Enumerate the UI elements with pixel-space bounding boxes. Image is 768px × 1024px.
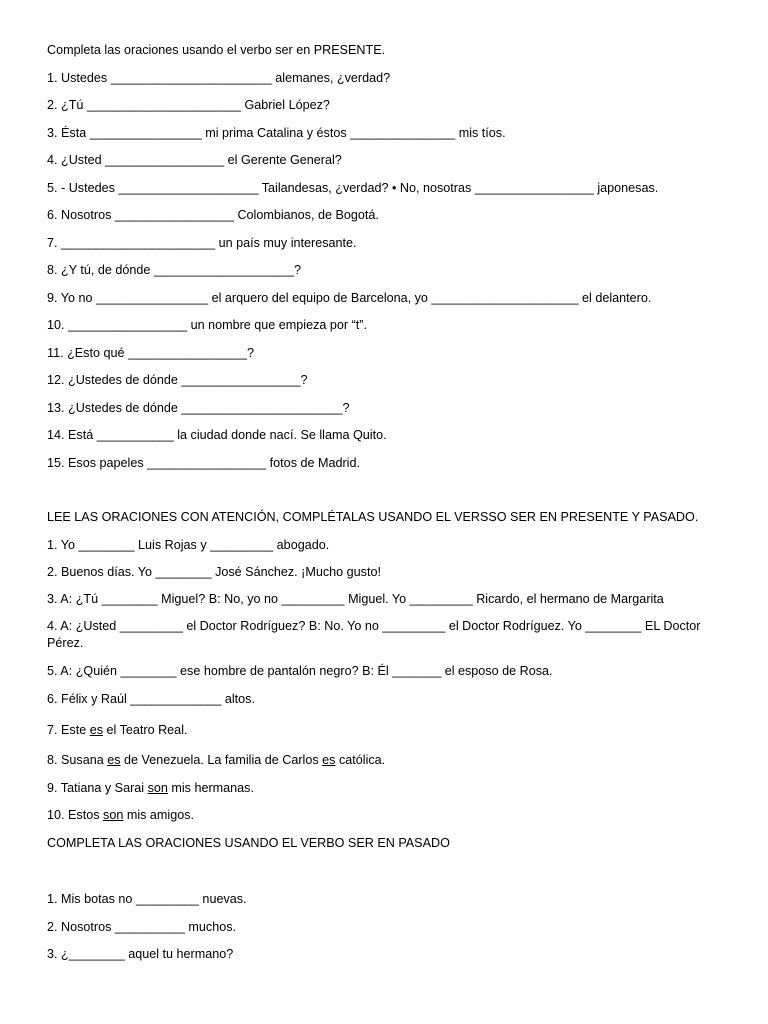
exercise-item: 11. ¿Esto qué _________________? (47, 346, 255, 360)
item-text: mis hermanas. (167, 781, 254, 795)
exercise-item: 5. A: ¿Quién ________ ese hombre de pantalón negro? B: Él _______ el esposo de Rosa. (47, 664, 553, 678)
exercise-item: 4. ¿Usted _________________ el Gerente General? (47, 153, 342, 167)
item-text: de Venezuela. La familia de Carlos (120, 753, 323, 767)
exercise-item: 6. Félix y Raúl _____________ altos. (47, 692, 255, 706)
exercise-item (47, 722, 717, 739)
exercise-item: 3. ¿________ aquel tu hermano? (47, 947, 234, 961)
section3-heading: COMPLETA LAS ORACIONES USANDO EL VERBO SER EN PASADO (47, 836, 450, 850)
exercise-item (47, 807, 717, 824)
underlined-verb: son (103, 808, 124, 822)
item-text: 7. Este (47, 723, 90, 737)
exercise-item: 1. Yo ________ Luis Rojas y _________ abogado. (47, 538, 330, 552)
exercise-item: 7. ______________________ un país muy interesante. (47, 236, 357, 250)
exercise-item: 2. Buenos días. Yo ________ José Sánchez. ¡Mucho gusto! (47, 565, 381, 579)
exercise-item: 10. _________________ un nombre que empieza por “t”. (47, 318, 367, 332)
item-text: mis amigos. (123, 808, 195, 822)
exercise-item: 15. Esos papeles _________________ fotos de Madrid. (47, 456, 360, 470)
underlined-verb: son (147, 781, 168, 795)
exercise-item: 1. Mis botas no _________ nuevas. (47, 892, 247, 906)
exercise-item: 9. Yo no ________________ el arquero del equipo de Barcelona, yo _____________________ el delantero. (47, 291, 652, 305)
exercise-item: 4. A: ¿Usted _________ el Doctor Rodríguez? B: No. Yo no _________ el Doctor Rodríguez. Yo ________ EL Doctor Pérez. (47, 619, 704, 650)
section2-heading: LEE LAS ORACIONES CON ATENCIÓN, COMPLÉTALAS USANDO EL VERSSO SER EN PRESENTE Y PASADO. (47, 510, 699, 524)
section1-heading: Completa las oraciones usando el verbo ser en PRESENTE. (47, 43, 386, 57)
exercise-item: 14. Está ___________ la ciudad donde nací. Se llama Quito. (47, 428, 387, 442)
exercise-item: 13. ¿Ustedes de dónde _______________________? (47, 401, 350, 415)
underlined-verb: es (322, 753, 336, 767)
exercise-item (47, 752, 717, 769)
exercise-item: 2. Nosotros __________ muchos. (47, 920, 237, 934)
item-text: 8. Susana (47, 753, 108, 767)
item-text: católica. (335, 753, 386, 767)
exercise-item: 3. A: ¿Tú ________ Miguel? B: No, yo no _________ Miguel. Yo _________ Ricardo, el hermano de Margarita (47, 592, 664, 606)
underlined-verb: es (89, 723, 104, 737)
exercise-item (47, 780, 717, 797)
exercise-item: 3. Ésta ________________ mi prima Catalina y éstos _______________ mis tíos. (47, 126, 506, 140)
exercise-item: 2. ¿Tú ______________________ Gabriel López? (47, 98, 330, 112)
item-text: 10. Estos (47, 808, 104, 822)
underlined-verb: es (107, 753, 121, 767)
item-text: 9. Tatiana y Sarai (47, 781, 148, 795)
exercise-item: 12. ¿Ustedes de dónde _________________? (47, 373, 308, 387)
exercise-item: 5. - Ustedes ____________________ Tailandesas, ¿verdad? • No, nosotras _________________ japonesas. (47, 181, 659, 195)
item-text: el Teatro Real. (103, 723, 188, 737)
exercise-item: 8. ¿Y tú, de dónde ____________________? (47, 263, 301, 277)
exercise-item: 6. Nosotros _________________ Colombianos, de Bogotá. (47, 208, 379, 222)
exercise-item: 1. Ustedes _______________________ alemanes, ¿verdad? (47, 71, 391, 85)
